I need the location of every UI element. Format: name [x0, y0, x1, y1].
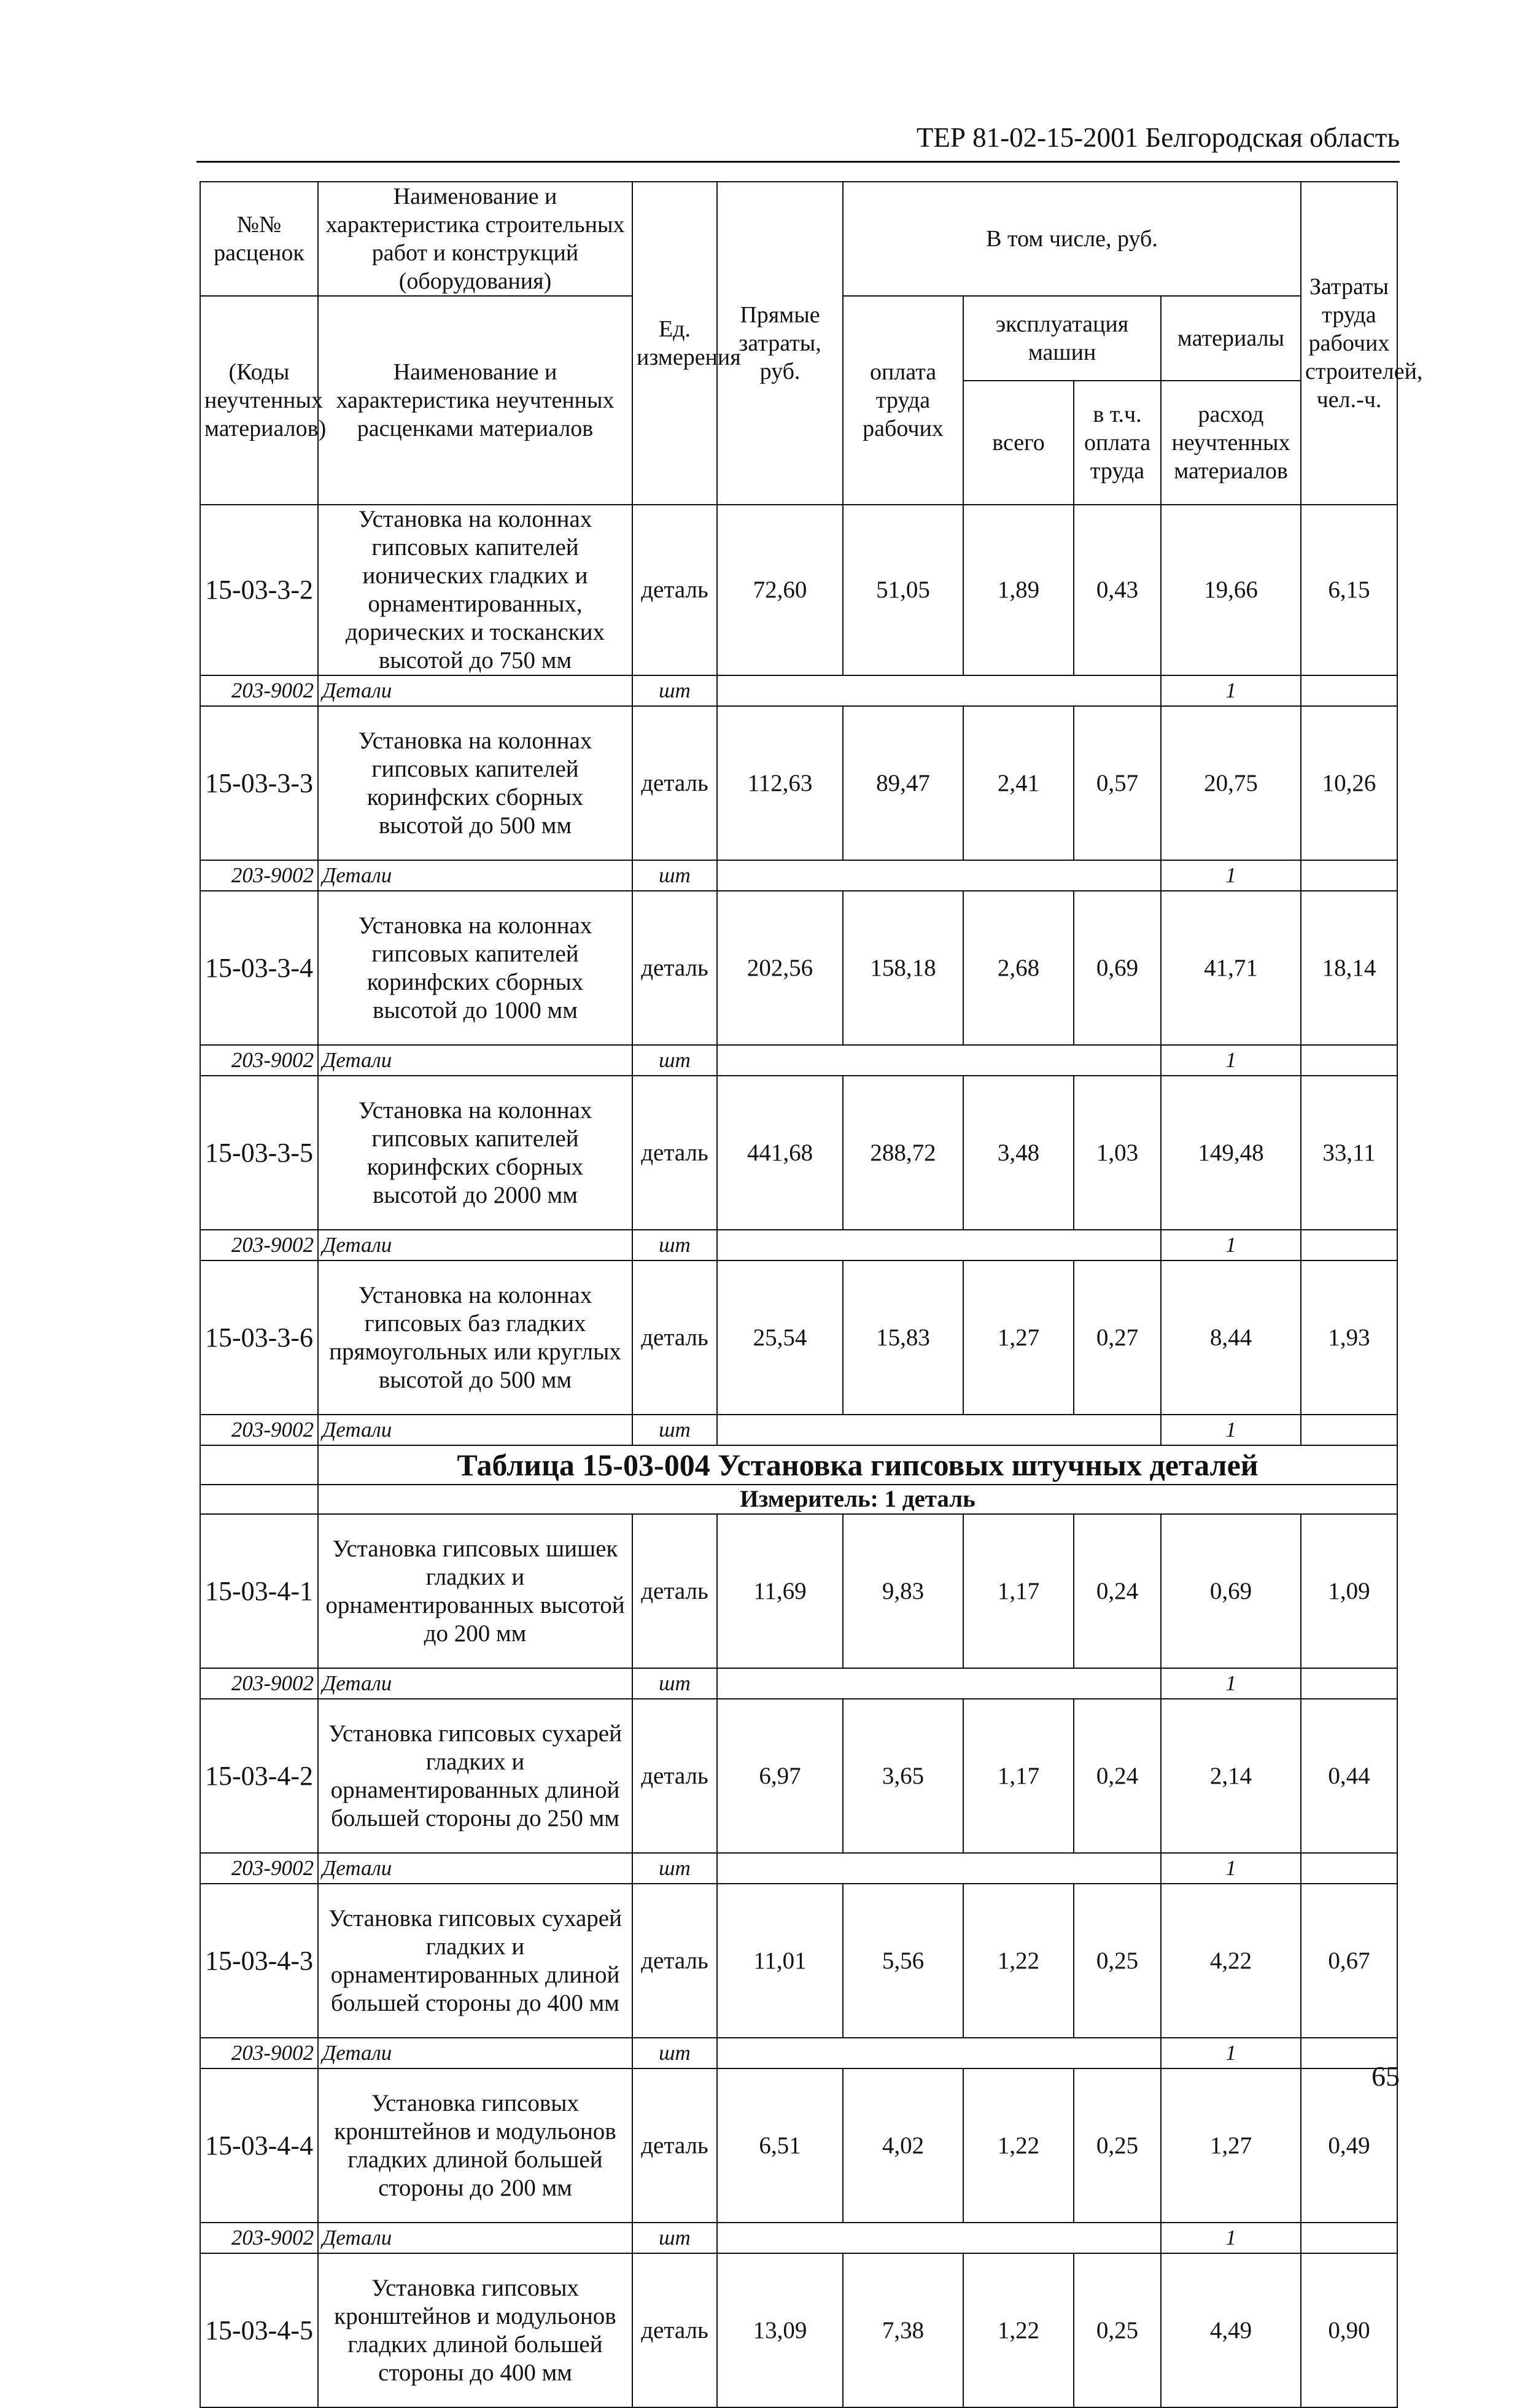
material-blank-end	[1301, 2223, 1397, 2253]
materials-cost: 19,66	[1161, 505, 1301, 675]
material-code: 203-9002	[200, 1230, 318, 1260]
labor-cost: 6,15	[1301, 505, 1397, 675]
unit: деталь	[632, 2253, 717, 2407]
material-blank	[717, 675, 1161, 706]
machines-total: 1,22	[963, 1884, 1074, 2038]
unit: деталь	[632, 1884, 717, 2038]
material-blank	[717, 1230, 1161, 1260]
material-blank-end	[1301, 1853, 1397, 1884]
direct-cost: 25,54	[717, 1260, 843, 1415]
material-name: Детали	[318, 860, 632, 891]
machines-total: 2,41	[963, 706, 1074, 860]
labor-cost: 18,14	[1301, 891, 1397, 1045]
labor-pay: 3,65	[843, 1699, 963, 1853]
direct-cost: 202,56	[717, 891, 843, 1045]
material-row	[200, 1045, 1397, 1076]
labor-cost: 1,93	[1301, 1260, 1397, 1415]
materials-cost: 149,48	[1161, 1076, 1301, 1230]
material-code: 203-9002	[200, 1668, 318, 1699]
column-header-materials: материалы	[1161, 296, 1301, 381]
table-row	[200, 706, 1397, 860]
table-row	[200, 891, 1397, 1045]
work-name: Установка гипсовых шишек гладких и орнаментированных высотой до 200 мм	[318, 1514, 632, 1668]
rate-code: 15-03-3-3	[200, 706, 318, 860]
labor-cost: 0,49	[1301, 2068, 1397, 2223]
material-name: Детали	[318, 1045, 632, 1076]
material-unit: шт	[632, 1230, 717, 1260]
labor-cost: 1,09	[1301, 1514, 1397, 1668]
rate-code: 15-03-3-5	[200, 1076, 318, 1230]
rate-code: 15-03-3-6	[200, 1260, 318, 1415]
material-code: 203-9002	[200, 1853, 318, 1884]
materials-cost: 4,22	[1161, 1884, 1301, 2038]
rate-code: 15-03-4-5	[200, 2253, 318, 2407]
material-blank	[717, 860, 1161, 891]
machines-total: 1,17	[963, 1699, 1074, 1853]
labor-pay: 288,72	[843, 1076, 963, 1230]
machines-labor: 0,24	[1074, 1514, 1161, 1668]
material-unit: шт	[632, 675, 717, 706]
machines-labor: 0,25	[1074, 2068, 1161, 2223]
table-row	[200, 1514, 1397, 1668]
machines-total: 1,22	[963, 2068, 1074, 2223]
table-row	[200, 1699, 1397, 1853]
rate-code: 15-03-4-2	[200, 1699, 318, 1853]
direct-cost: 13,09	[717, 2253, 843, 2407]
column-header-labor-pay: оплата труда рабочих	[843, 296, 963, 505]
column-header-name: Наименование и характеристика строительных работ и конструкций (оборудования)	[318, 182, 632, 296]
material-blank	[717, 1045, 1161, 1076]
section-meter-row	[200, 1485, 1397, 1514]
column-header-incl: В том числе, руб.	[843, 182, 1301, 296]
norms-table	[200, 181, 1423, 2408]
material-qty: 1	[1161, 1230, 1301, 1260]
labor-pay: 5,56	[843, 1884, 963, 2038]
unit: деталь	[632, 1076, 717, 1230]
material-code: 203-9002	[200, 1415, 318, 1445]
material-row	[200, 860, 1397, 891]
material-name: Детали	[318, 1230, 632, 1260]
column-header-code-alt: (Коды неучтенных материалов)	[200, 296, 318, 505]
material-qty: 1	[1161, 1668, 1301, 1699]
labor-pay: 89,47	[843, 706, 963, 860]
material-blank	[717, 2223, 1161, 2253]
materials-cost: 0,69	[1161, 1514, 1301, 1668]
material-unit: шт	[632, 2223, 717, 2253]
work-name: Установка на колоннах гипсовых капителей коринфских сборных высотой до 500 мм	[318, 706, 632, 860]
material-blank-end	[1301, 1668, 1397, 1699]
machines-total: 1,27	[963, 1260, 1074, 1415]
labor-cost: 0,44	[1301, 1699, 1397, 1853]
material-name: Детали	[318, 675, 632, 706]
rate-code: 15-03-4-4	[200, 2068, 318, 2223]
material-blank	[717, 1415, 1161, 1445]
table-row	[200, 1884, 1397, 2038]
document-header: ТЕР 81-02-15-2001 Белгородская область	[916, 122, 1400, 153]
section-title-row	[200, 1445, 1397, 1485]
materials-cost: 4,49	[1161, 2253, 1301, 2407]
machines-labor: 1,03	[1074, 1076, 1161, 1230]
section-title: Таблица 15-03-004 Установка гипсовых штучных деталей	[318, 1445, 1397, 1485]
direct-cost: 11,69	[717, 1514, 843, 1668]
labor-pay: 9,83	[843, 1514, 963, 1668]
direct-cost: 11,01	[717, 1884, 843, 2038]
unit: деталь	[632, 1699, 717, 1853]
machines-labor: 0,27	[1074, 1260, 1161, 1415]
machines-total: 1,17	[963, 1514, 1074, 1668]
header-row-1	[200, 182, 1397, 296]
material-unit: шт	[632, 1045, 717, 1076]
table-row	[200, 1260, 1397, 1415]
unit: деталь	[632, 2068, 717, 2223]
materials-cost: 41,71	[1161, 891, 1301, 1045]
material-blank	[717, 1668, 1161, 1699]
material-unit: шт	[632, 2038, 717, 2068]
work-name: Установка на колоннах гипсовых баз гладких прямоугольных или круглых высотой до 500 мм	[318, 1260, 632, 1415]
material-unit: шт	[632, 1668, 717, 1699]
work-name: Установка гипсовых кронштейнов и модульонов гладких длиной большей стороны до 200 мм	[318, 2068, 632, 2223]
material-row	[200, 1230, 1397, 1260]
work-name: Установка гипсовых кронштейнов и модульонов гладких длиной большей стороны до 400 мм	[318, 2253, 632, 2407]
unit: деталь	[632, 505, 717, 675]
column-header-direct: Прямые затраты, руб.	[717, 182, 843, 505]
unit: деталь	[632, 706, 717, 860]
work-name: Установка на колоннах гипсовых капителей коринфских сборных высотой до 2000 мм	[318, 1076, 632, 1230]
material-name: Детали	[318, 1853, 632, 1884]
material-unit: шт	[632, 1415, 717, 1445]
material-code: 203-9002	[200, 675, 318, 706]
rate-code: 15-03-4-3	[200, 1884, 318, 2038]
section-title-spacer	[200, 1445, 318, 1485]
column-header-code: №№ расценок	[200, 182, 318, 296]
material-blank	[717, 1853, 1161, 1884]
machines-labor: 0,25	[1074, 1884, 1161, 2038]
material-row	[200, 1668, 1397, 1699]
material-row	[200, 2038, 1397, 2068]
work-name: Установка гипсовых сухарей гладких и орнаментированных длиной большей стороны до 250 мм	[318, 1699, 632, 1853]
material-row	[200, 1853, 1397, 1884]
machines-labor: 0,57	[1074, 706, 1161, 860]
material-unit: шт	[632, 860, 717, 891]
unit: деталь	[632, 1260, 717, 1415]
table-row	[200, 505, 1397, 675]
work-name: Установка на колоннах гипсовых капителей коринфских сборных высотой до 1000 мм	[318, 891, 632, 1045]
material-row	[200, 675, 1397, 706]
section-meter: Измеритель: 1 деталь	[318, 1485, 1397, 1514]
rate-code: 15-03-3-2	[200, 505, 318, 675]
material-blank-end	[1301, 860, 1397, 891]
machines-labor: 0,69	[1074, 891, 1161, 1045]
table-row	[200, 1076, 1397, 1230]
table-row	[200, 2068, 1397, 2223]
material-name: Детали	[318, 2038, 632, 2068]
labor-cost: 33,11	[1301, 1076, 1397, 1230]
materials-cost: 20,75	[1161, 706, 1301, 860]
column-header-labor-cost: Затраты труда рабочих строителей, чел.-ч.	[1301, 182, 1397, 505]
column-header-machines-labor: в т.ч. оплата труда	[1074, 381, 1161, 505]
material-qty: 1	[1161, 675, 1301, 706]
material-qty: 1	[1161, 2223, 1301, 2253]
unit: деталь	[632, 891, 717, 1045]
labor-pay: 51,05	[843, 505, 963, 675]
header-rule	[196, 161, 1400, 163]
material-blank	[717, 2038, 1161, 2068]
material-row	[200, 1415, 1397, 1445]
materials-cost: 2,14	[1161, 1699, 1301, 1853]
direct-cost: 6,51	[717, 2068, 843, 2223]
machines-total: 3,48	[963, 1076, 1074, 1230]
material-unit: шт	[632, 1853, 717, 1884]
material-code: 203-9002	[200, 1045, 318, 1076]
machines-total: 1,89	[963, 505, 1074, 675]
direct-cost: 72,60	[717, 505, 843, 675]
material-qty: 1	[1161, 1045, 1301, 1076]
labor-cost: 10,26	[1301, 706, 1397, 860]
labor-pay: 7,38	[843, 2253, 963, 2407]
column-header-name-alt: Наименование и характеристика неучтенных расценками материалов	[318, 296, 632, 505]
labor-pay: 15,83	[843, 1260, 963, 1415]
material-code: 203-9002	[200, 860, 318, 891]
direct-cost: 441,68	[717, 1076, 843, 1230]
labor-pay: 158,18	[843, 891, 963, 1045]
material-row	[200, 2223, 1397, 2253]
material-blank-end	[1301, 1045, 1397, 1076]
machines-labor: 0,43	[1074, 505, 1161, 675]
material-code: 203-9002	[200, 2223, 318, 2253]
page-number: 65	[1371, 2060, 1400, 2092]
column-header-unit: Ед. измерения	[632, 182, 717, 505]
machines-labor: 0,25	[1074, 2253, 1161, 2407]
work-name: Установка на колоннах гипсовых капителей ионических гладких и орнаментированных, дорических и тосканских высотой до 750 мм	[318, 505, 632, 675]
material-qty: 1	[1161, 1415, 1301, 1445]
material-blank-end	[1301, 1415, 1397, 1445]
labor-cost: 0,67	[1301, 1884, 1397, 2038]
labor-cost: 0,90	[1301, 2253, 1397, 2407]
material-name: Детали	[318, 1415, 632, 1445]
material-qty: 1	[1161, 860, 1301, 891]
material-name: Детали	[318, 1668, 632, 1699]
column-header-materials-alt: расход неучтенных материалов	[1161, 381, 1301, 505]
section-meter-spacer	[200, 1485, 318, 1514]
material-blank-end	[1301, 675, 1397, 706]
material-code: 203-9002	[200, 2038, 318, 2068]
rate-code: 15-03-3-4	[200, 891, 318, 1045]
column-header-machines: эксплуатация машин	[963, 296, 1161, 381]
machines-labor: 0,24	[1074, 1699, 1161, 1853]
materials-cost: 8,44	[1161, 1260, 1301, 1415]
material-blank-end	[1301, 1230, 1397, 1260]
material-name: Детали	[318, 2223, 632, 2253]
direct-cost: 112,63	[717, 706, 843, 860]
materials-cost: 1,27	[1161, 2068, 1301, 2223]
rate-code: 15-03-4-1	[200, 1514, 318, 1668]
work-name: Установка гипсовых сухарей гладких и орнаментированных длиной большей стороны до 400 мм	[318, 1884, 632, 2038]
material-qty: 1	[1161, 2038, 1301, 2068]
machines-total: 1,22	[963, 2253, 1074, 2407]
unit: деталь	[632, 1514, 717, 1668]
labor-pay: 4,02	[843, 2068, 963, 2223]
material-qty: 1	[1161, 1853, 1301, 1884]
direct-cost: 6,97	[717, 1699, 843, 1853]
column-header-machines-total: всего	[963, 381, 1074, 505]
machines-total: 2,68	[963, 891, 1074, 1045]
table-row	[200, 2253, 1397, 2407]
